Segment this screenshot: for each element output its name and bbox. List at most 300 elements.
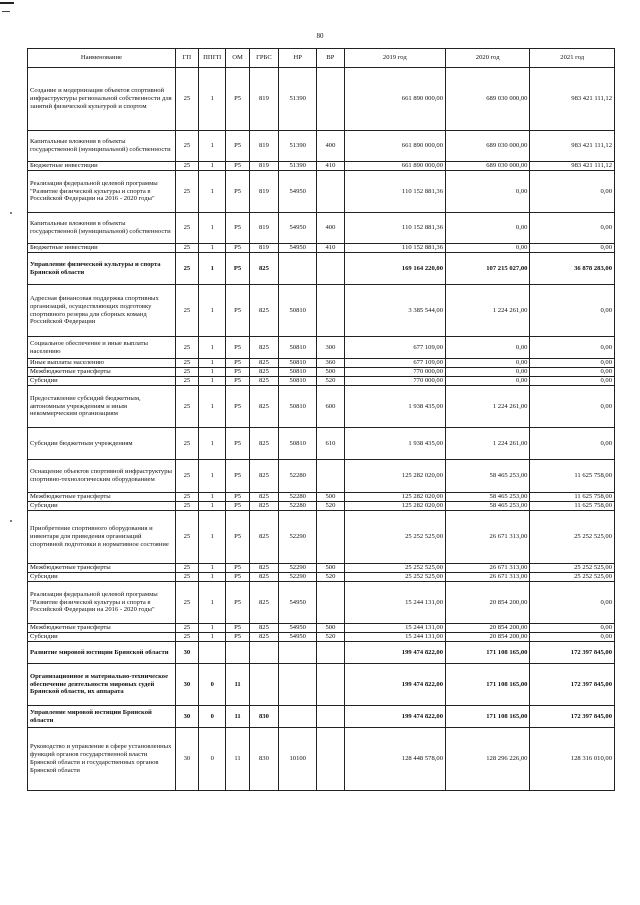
row-grbs-cell: 825 [249, 460, 279, 493]
row-nr-cell [279, 664, 317, 706]
table-row [28, 573, 615, 582]
row-om-cell: P5 [226, 493, 249, 502]
header-name: Наименование [28, 49, 176, 68]
row-gp-cell: 30 [175, 664, 198, 706]
row-nr-cell: 54950 [279, 171, 317, 213]
row-2019-cell: 661 890 000,00 [344, 131, 445, 162]
row-vr-cell: 400 [317, 213, 344, 244]
row-name-cell: Оснащение объектов спортивной инфраструктуры спортивно-технологическим оборудованием [28, 460, 176, 493]
row-name-cell: Межбюджетные трансферты [28, 564, 176, 573]
row-2021-cell: 172 397 845,00 [530, 642, 615, 664]
row-name-cell: Субсидии [28, 573, 176, 582]
row-om-cell: P5 [226, 582, 249, 624]
row-vr-cell [317, 253, 344, 285]
row-nr-cell: 50810 [279, 359, 317, 368]
row-name-cell: Субсидии [28, 502, 176, 511]
row-2019-cell: 15 244 131,00 [344, 624, 445, 633]
row-nr-cell: 50810 [279, 428, 317, 460]
row-grbs-cell: 825 [249, 285, 279, 337]
row-2019-cell: 677 109,00 [344, 337, 445, 359]
row-ppgp-cell: 1 [199, 502, 226, 511]
budget-table [27, 48, 615, 791]
row-ppgp-cell: 1 [199, 285, 226, 337]
table-row [28, 359, 615, 368]
row-gp-cell: 25 [175, 162, 198, 171]
row-nr-cell: 51390 [279, 131, 317, 162]
row-ppgp-cell: 1 [199, 624, 226, 633]
table-row [28, 706, 615, 728]
row-2020-cell: 0,00 [446, 337, 530, 359]
row-2020-cell: 0,00 [446, 171, 530, 213]
row-2021-cell: 0,00 [530, 244, 615, 253]
header-ppgp: ППГП [199, 49, 226, 68]
row-nr-cell: 50810 [279, 368, 317, 377]
page-number: 80 [316, 32, 324, 40]
row-name-cell: Межбюджетные трансферты [28, 368, 176, 377]
row-grbs-cell [249, 642, 279, 664]
row-gp-cell: 25 [175, 582, 198, 624]
row-nr-cell: 50810 [279, 337, 317, 359]
row-2020-cell: 107 215 027,00 [446, 253, 530, 285]
row-gp-cell: 30 [175, 642, 198, 664]
row-vr-cell: 410 [317, 244, 344, 253]
row-nr-cell: 50810 [279, 377, 317, 386]
row-vr-cell: 610 [317, 428, 344, 460]
row-gp-cell: 25 [175, 633, 198, 642]
row-vr-cell: 300 [317, 337, 344, 359]
row-nr-cell: 52290 [279, 511, 317, 564]
row-gp-cell: 25 [175, 131, 198, 162]
table-row [28, 213, 615, 244]
row-gp-cell: 25 [175, 368, 198, 377]
row-2020-cell: 26 671 313,00 [446, 573, 530, 582]
row-2019-cell: 661 890 000,00 [344, 68, 445, 131]
row-nr-cell: 52290 [279, 573, 317, 582]
table-row [28, 428, 615, 460]
row-2021-cell: 983 421 111,12 [530, 131, 615, 162]
row-2021-cell: 0,00 [530, 386, 615, 428]
row-om-cell: P5 [226, 428, 249, 460]
row-2020-cell: 689 030 000,00 [446, 162, 530, 171]
row-gp-cell: 25 [175, 285, 198, 337]
row-vr-cell [317, 460, 344, 493]
row-om-cell: P5 [226, 460, 249, 493]
row-grbs-cell: 825 [249, 582, 279, 624]
row-gp-cell: 25 [175, 244, 198, 253]
row-ppgp-cell: 1 [199, 244, 226, 253]
row-vr-cell: 500 [317, 624, 344, 633]
table-row [28, 253, 615, 285]
row-vr-cell: 520 [317, 502, 344, 511]
row-name-cell: Социальное обеспечение и иные выплаты населению [28, 337, 176, 359]
row-2021-cell: 25 252 525,00 [530, 564, 615, 573]
row-gp-cell: 25 [175, 253, 198, 285]
row-ppgp-cell: 1 [199, 171, 226, 213]
row-2019-cell: 677 109,00 [344, 359, 445, 368]
row-ppgp-cell [199, 642, 226, 664]
row-2021-cell: 0,00 [530, 428, 615, 460]
row-grbs-cell: 825 [249, 573, 279, 582]
row-grbs-cell: 819 [249, 131, 279, 162]
row-om-cell: P5 [226, 337, 249, 359]
row-gp-cell: 25 [175, 337, 198, 359]
row-2019-cell: 110 152 881,36 [344, 244, 445, 253]
row-2019-cell: 1 938 435,00 [344, 386, 445, 428]
table-row [28, 68, 615, 131]
row-gp-cell: 25 [175, 359, 198, 368]
row-ppgp-cell: 1 [199, 511, 226, 564]
row-name-cell: Адресная финансовая поддержка спортивных организаций, осуществляющих подготовку спортивного резерва для сборных команд Российской Федерации [28, 285, 176, 337]
row-name-cell: Реализация федеральной целевой программы "Развитие физической культуры и спорта в Российской Федерации на 2016 - 2020 годы" [28, 582, 176, 624]
row-grbs-cell: 819 [249, 162, 279, 171]
row-ppgp-cell: 0 [199, 728, 226, 791]
row-ppgp-cell: 1 [199, 582, 226, 624]
row-2019-cell: 15 244 131,00 [344, 633, 445, 642]
row-2019-cell: 25 252 525,00 [344, 564, 445, 573]
row-grbs-cell: 825 [249, 337, 279, 359]
row-grbs-cell: 819 [249, 244, 279, 253]
row-2021-cell: 0,00 [530, 582, 615, 624]
row-grbs-cell: 819 [249, 171, 279, 213]
table-row [28, 664, 615, 706]
row-2020-cell: 689 030 000,00 [446, 131, 530, 162]
row-grbs-cell [249, 664, 279, 706]
row-ppgp-cell: 1 [199, 359, 226, 368]
row-ppgp-cell: 1 [199, 633, 226, 642]
scan-mark [0, 2, 14, 4]
row-2019-cell: 199 474 822,00 [344, 706, 445, 728]
row-2020-cell: 26 671 313,00 [446, 511, 530, 564]
row-2020-cell: 0,00 [446, 213, 530, 244]
row-2021-cell: 983 421 111,12 [530, 162, 615, 171]
row-ppgp-cell: 1 [199, 386, 226, 428]
header-2019: 2019 год [344, 49, 445, 68]
row-ppgp-cell: 1 [199, 564, 226, 573]
row-2020-cell: 20 854 200,00 [446, 582, 530, 624]
row-gp-cell: 25 [175, 573, 198, 582]
table-row [28, 502, 615, 511]
row-gp-cell: 25 [175, 502, 198, 511]
row-2021-cell: 0,00 [530, 377, 615, 386]
row-om-cell: P5 [226, 162, 249, 171]
row-om-cell: 11 [226, 728, 249, 791]
row-om-cell: P5 [226, 368, 249, 377]
row-gp-cell: 25 [175, 564, 198, 573]
row-om-cell: P5 [226, 502, 249, 511]
row-ppgp-cell: 1 [199, 162, 226, 171]
row-ppgp-cell: 1 [199, 573, 226, 582]
row-ppgp-cell: 1 [199, 368, 226, 377]
row-name-cell: Реализация федеральной целевой программы "Развитие физической культуры и спорта в Российской Федерации на 2016 - 2020 годы" [28, 171, 176, 213]
table-row [28, 624, 615, 633]
row-grbs-cell: 819 [249, 68, 279, 131]
row-2021-cell: 0,00 [530, 359, 615, 368]
row-2019-cell: 169 164 220,00 [344, 253, 445, 285]
row-nr-cell: 50810 [279, 285, 317, 337]
row-name-cell: Развитие мировой юстиции Брянской области [28, 642, 176, 664]
row-grbs-cell: 825 [249, 511, 279, 564]
row-nr-cell: 52290 [279, 564, 317, 573]
row-vr-cell: 600 [317, 386, 344, 428]
row-grbs-cell: 830 [249, 706, 279, 728]
row-2019-cell: 125 282 020,00 [344, 493, 445, 502]
row-2019-cell: 125 282 020,00 [344, 460, 445, 493]
table-row [28, 642, 615, 664]
row-vr-cell [317, 171, 344, 213]
row-grbs-cell: 825 [249, 633, 279, 642]
header-vr: ВР [317, 49, 344, 68]
table-row [28, 368, 615, 377]
row-vr-cell: 400 [317, 131, 344, 162]
row-2021-cell: 25 252 525,00 [530, 573, 615, 582]
row-vr-cell: 520 [317, 573, 344, 582]
row-ppgp-cell: 1 [199, 213, 226, 244]
scan-mark [2, 11, 10, 12]
row-2019-cell: 770 000,00 [344, 368, 445, 377]
row-vr-cell [317, 664, 344, 706]
row-2021-cell: 0,00 [530, 171, 615, 213]
row-om-cell: P5 [226, 244, 249, 253]
scan-speck [10, 212, 12, 214]
row-grbs-cell: 825 [249, 359, 279, 368]
row-2020-cell: 20 854 200,00 [446, 624, 530, 633]
row-nr-cell: 51390 [279, 162, 317, 171]
row-grbs-cell: 825 [249, 502, 279, 511]
row-2021-cell: 983 421 111,12 [530, 68, 615, 131]
row-2021-cell: 172 397 845,00 [530, 664, 615, 706]
row-grbs-cell: 825 [249, 368, 279, 377]
row-om-cell: P5 [226, 359, 249, 368]
row-name-cell: Субсидии [28, 377, 176, 386]
row-nr-cell: 54950 [279, 213, 317, 244]
row-vr-cell [317, 68, 344, 131]
row-grbs-cell: 830 [249, 728, 279, 791]
row-ppgp-cell: 1 [199, 253, 226, 285]
row-ppgp-cell: 1 [199, 493, 226, 502]
row-gp-cell: 25 [175, 213, 198, 244]
row-gp-cell: 30 [175, 706, 198, 728]
row-ppgp-cell: 1 [199, 377, 226, 386]
row-2019-cell: 1 938 435,00 [344, 428, 445, 460]
row-gp-cell: 25 [175, 624, 198, 633]
row-om-cell: P5 [226, 624, 249, 633]
table-row [28, 493, 615, 502]
row-2021-cell: 0,00 [530, 285, 615, 337]
row-2019-cell: 110 152 881,36 [344, 213, 445, 244]
header-2020: 2020 год [446, 49, 530, 68]
table-row [28, 728, 615, 791]
row-nr-cell: 52280 [279, 502, 317, 511]
row-name-cell: Организационное и материально-техническое обеспечение деятельности мировых судей Брянской области, их аппарата [28, 664, 176, 706]
row-vr-cell: 500 [317, 564, 344, 573]
row-2021-cell: 25 252 525,00 [530, 511, 615, 564]
row-2019-cell: 15 244 131,00 [344, 582, 445, 624]
row-2020-cell: 689 030 000,00 [446, 68, 530, 131]
row-gp-cell: 25 [175, 386, 198, 428]
row-name-cell: Создание и модернизация объектов спортивной инфраструктуры региональной собственности для занятий физической культурой и спортом [28, 68, 176, 131]
row-2019-cell: 110 152 881,36 [344, 171, 445, 213]
row-ppgp-cell: 1 [199, 337, 226, 359]
row-name-cell: Управление физической культуры и спорта Брянской области [28, 253, 176, 285]
row-2020-cell: 0,00 [446, 359, 530, 368]
row-om-cell: P5 [226, 573, 249, 582]
row-2019-cell: 661 890 000,00 [344, 162, 445, 171]
row-2020-cell: 1 224 261,00 [446, 386, 530, 428]
row-om-cell: 11 [226, 664, 249, 706]
row-nr-cell: 51390 [279, 68, 317, 131]
row-om-cell: P5 [226, 386, 249, 428]
table-row [28, 633, 615, 642]
row-ppgp-cell: 1 [199, 428, 226, 460]
row-2021-cell: 11 625 758,00 [530, 502, 615, 511]
row-2020-cell: 0,00 [446, 377, 530, 386]
row-vr-cell: 500 [317, 493, 344, 502]
scan-speck [10, 520, 12, 522]
row-2019-cell: 199 474 822,00 [344, 642, 445, 664]
row-grbs-cell: 825 [249, 624, 279, 633]
row-ppgp-cell: 1 [199, 68, 226, 131]
row-2021-cell: 11 625 758,00 [530, 493, 615, 502]
row-gp-cell: 25 [175, 377, 198, 386]
table-body [28, 68, 615, 791]
row-ppgp-cell: 0 [199, 706, 226, 728]
table-row [28, 131, 615, 162]
table-row [28, 285, 615, 337]
row-gp-cell: 25 [175, 428, 198, 460]
row-om-cell: P5 [226, 633, 249, 642]
row-om-cell: P5 [226, 131, 249, 162]
row-2019-cell: 25 252 525,00 [344, 573, 445, 582]
row-ppgp-cell: 1 [199, 131, 226, 162]
row-name-cell: Иные выплаты населению [28, 359, 176, 368]
row-name-cell: Предоставление субсидий бюджетным, автономным учреждениям и иным некоммерческим организациям [28, 386, 176, 428]
row-2020-cell: 58 465 253,00 [446, 460, 530, 493]
row-2019-cell: 25 252 525,00 [344, 511, 445, 564]
row-vr-cell [317, 285, 344, 337]
row-om-cell: P5 [226, 171, 249, 213]
row-om-cell [226, 642, 249, 664]
row-2021-cell: 0,00 [530, 213, 615, 244]
row-nr-cell [279, 253, 317, 285]
row-grbs-cell: 825 [249, 428, 279, 460]
row-nr-cell: 52280 [279, 460, 317, 493]
row-gp-cell: 25 [175, 68, 198, 131]
row-2021-cell: 0,00 [530, 337, 615, 359]
table-row [28, 244, 615, 253]
table-header-row [28, 49, 615, 68]
row-name-cell: Бюджетные инвестиции [28, 244, 176, 253]
row-2019-cell: 3 385 544,00 [344, 285, 445, 337]
row-nr-cell: 50810 [279, 386, 317, 428]
row-2020-cell: 20 854 200,00 [446, 633, 530, 642]
row-vr-cell: 500 [317, 368, 344, 377]
row-grbs-cell: 825 [249, 386, 279, 428]
row-om-cell: 11 [226, 706, 249, 728]
row-om-cell: P5 [226, 253, 249, 285]
table-row [28, 377, 615, 386]
row-nr-cell: 54950 [279, 633, 317, 642]
row-2020-cell: 1 224 261,00 [446, 428, 530, 460]
row-gp-cell: 25 [175, 493, 198, 502]
row-om-cell: P5 [226, 285, 249, 337]
row-gp-cell: 30 [175, 728, 198, 791]
row-om-cell: P5 [226, 68, 249, 131]
row-grbs-cell: 819 [249, 213, 279, 244]
row-nr-cell: 54950 [279, 624, 317, 633]
row-name-cell: Субсидии бюджетным учреждениям [28, 428, 176, 460]
row-2021-cell: 0,00 [530, 624, 615, 633]
row-2020-cell: 171 108 165,00 [446, 642, 530, 664]
row-2021-cell: 128 316 010,00 [530, 728, 615, 791]
table-row [28, 337, 615, 359]
row-name-cell: Управление мировой юстиции Брянской области [28, 706, 176, 728]
table-row [28, 582, 615, 624]
row-vr-cell: 410 [317, 162, 344, 171]
row-name-cell: Бюджетные инвестиции [28, 162, 176, 171]
row-name-cell: Приобретение спортивного оборудования и инвентаря для приведения организаций спортивной подготовки в нормативное состояние [28, 511, 176, 564]
row-2021-cell: 36 878 283,00 [530, 253, 615, 285]
table-row [28, 511, 615, 564]
row-om-cell: P5 [226, 377, 249, 386]
row-2020-cell: 171 108 165,00 [446, 706, 530, 728]
row-nr-cell [279, 642, 317, 664]
row-grbs-cell: 825 [249, 377, 279, 386]
row-name-cell: Межбюджетные трансферты [28, 493, 176, 502]
table-row [28, 564, 615, 573]
row-nr-cell: 52280 [279, 493, 317, 502]
row-gp-cell: 25 [175, 460, 198, 493]
table-row [28, 386, 615, 428]
row-nr-cell: 54950 [279, 582, 317, 624]
row-grbs-cell: 825 [249, 253, 279, 285]
table-row [28, 460, 615, 493]
row-gp-cell: 25 [175, 171, 198, 213]
row-grbs-cell: 825 [249, 564, 279, 573]
row-ppgp-cell: 0 [199, 664, 226, 706]
row-ppgp-cell: 1 [199, 460, 226, 493]
header-grbs: ГРБС [249, 49, 279, 68]
row-nr-cell [279, 706, 317, 728]
row-vr-cell [317, 642, 344, 664]
row-om-cell: P5 [226, 564, 249, 573]
header-2021: 2021 год [530, 49, 615, 68]
row-2019-cell: 128 448 578,00 [344, 728, 445, 791]
row-name-cell: Капитальные вложения в объекты государственной (муниципальной) собственности [28, 213, 176, 244]
row-2019-cell: 199 474 822,00 [344, 664, 445, 706]
row-om-cell: P5 [226, 213, 249, 244]
header-nr: НР [279, 49, 317, 68]
header-om: ОМ [226, 49, 249, 68]
table-row [28, 171, 615, 213]
row-2020-cell: 1 224 261,00 [446, 285, 530, 337]
table-row [28, 162, 615, 171]
row-vr-cell: 520 [317, 377, 344, 386]
row-vr-cell: 360 [317, 359, 344, 368]
row-2020-cell: 128 296 226,00 [446, 728, 530, 791]
row-2021-cell: 0,00 [530, 633, 615, 642]
row-name-cell: Руководство и управление в сфере установленных функций органов государственной власти Брянской области и государственных органов Брянской области [28, 728, 176, 791]
row-om-cell: P5 [226, 511, 249, 564]
row-nr-cell: 54950 [279, 244, 317, 253]
row-vr-cell [317, 582, 344, 624]
row-2020-cell: 0,00 [446, 368, 530, 377]
row-name-cell: Субсидии [28, 633, 176, 642]
row-2021-cell: 172 397 845,00 [530, 706, 615, 728]
row-vr-cell: 520 [317, 633, 344, 642]
row-2020-cell: 58 465 253,00 [446, 493, 530, 502]
row-2021-cell: 11 625 758,00 [530, 460, 615, 493]
row-vr-cell [317, 728, 344, 791]
